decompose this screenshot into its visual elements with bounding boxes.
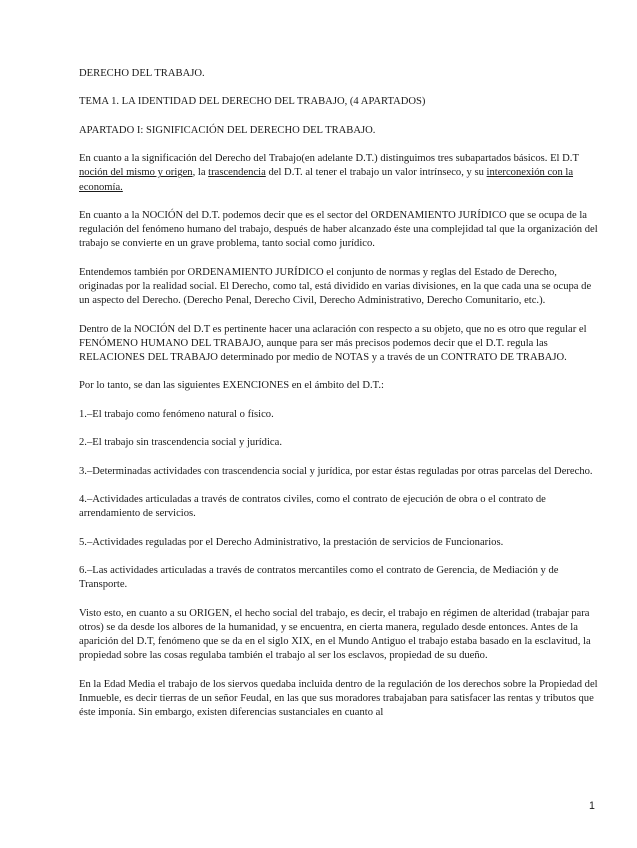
paragraph-nocion: En cuanto a la NOCIÓN del D.T. podemos decir que es el sector del ORDENAMIENTO JURÍDICO que se ocupa de la regulación del fenómeno humano del trabajo, después de haber alcanzado éste una complejidad tal que la organización del trabajo se convierte en un grave problema, tanto social como jurídico. [79, 209, 598, 250]
paragraph-objeto: Dentro de la NOCIÓN del D.T es pertinente hacer una aclaración con respecto a su objeto, que no es otro que regular el FENÓMENO HUMANO DEL TRABAJO, aunque para ser más precisos podemos decir que el D.T. regula las RELACIONES DEL TRABAJO determinado por medio de NOTAS y a través de un CONTRATO DE TRABAJO. [79, 323, 587, 363]
tema-heading: TEMA 1. LA IDENTIDAD DEL DERECHO DEL TRABAJO, (4 APARTADOS) [79, 96, 426, 108]
p1-text-b: , la [192, 167, 209, 179]
p1-text-c: del D.T. al tener el trabajo un valor intrínseco, y su [265, 167, 487, 179]
paragraph-edad-media: En la Edad Media el trabajo de los siervos quedaba incluida dentro de la regulación de los derechos sobre la Propiedad del Inmueble, es decir tierras de un señor Feudal, en las que sus moradores trabajaban para satisfacer las rentas y tributos que éste imponía. Sin embargo, existen diferencias sustanciales en cuanto al [79, 678, 598, 718]
document-page [79, 67, 599, 734]
document-title: DERECHO DEL TRABAJO. [79, 68, 205, 79]
p1-underline-interconexion: interconexión con la economía. [79, 167, 574, 193]
exencion-item: 2.–El trabajo sin trascendencia social y jurídica. [79, 437, 282, 449]
exencion-item: 4.–Actividades articuladas a través de contratos civiles, como el contrato de ejecución de obra o el contrato de arrendamiento de servicios. [79, 493, 546, 520]
exencion-item: 3.–Determinadas actividades con trascendencia social y jurídica, por estar éstas reguladas por otras parcelas del Derecho. [79, 465, 593, 477]
apartado-heading: APARTADO I: SIGNIFICACIÓN DEL DERECHO DEL TRABAJO. [79, 124, 376, 136]
page-number: 1 [589, 800, 595, 812]
p1-underline-trascendencia: trascendencia [208, 167, 266, 179]
p1-underline-nocion: noción del mismo y origen [79, 167, 193, 179]
exencion-item: 1.–El trabajo como fenómeno natural o físico. [79, 408, 274, 420]
exencion-item: 6.–Las actividades articuladas a través de contratos mercantiles como el contrato de Gerencia, de Mediación y de Transporte. [79, 564, 559, 591]
paragraph-exenciones-intro: Por lo tanto, se dan las siguientes EXENCIONES en el ámbito del D.T.: [79, 380, 384, 392]
exencion-item: 5.–Actividades reguladas por el Derecho Administrativo, la prestación de servicios de Funcionarios. [79, 536, 504, 548]
paragraph-ordenamiento: Entendemos también por ORDENAMIENTO JURÍDICO el conjunto de normas y reglas del Estado de Derecho, originadas por la realidad social. El Derecho, como tal, está dividido en varias divisiones, en la que cada una se ocupa de un aspecto del Derecho. (Derecho Penal, Derecho Civil, Derecho Administrativo, Derecho Comunitario, etc.). [79, 266, 592, 307]
p1-text-a: En cuanto a la significación del Derecho del Trabajo(en adelante D.T.) distinguimos tres subapartados básicos. El D.T [79, 153, 579, 165]
paragraph-origen: Visto esto, en cuanto a su ORIGEN, el hecho social del trabajo, es decir, el trabajo en régimen de alteridad (trabajar para otros) se da desde los albores de la humanidad, y se encuentra, en cierta manera, regulado desde entonces. Antes de la aparición del D.T, fenómeno que se da en el siglo XIX, en el Mundo Antiguo el trabajo estaba basado en la esclavitud, la propiedad sobre las cosas regulaba también el trabajo al ser los esclavos, propiedad de su dueño. [79, 607, 591, 662]
paragraph-significacion [79, 152, 599, 195]
